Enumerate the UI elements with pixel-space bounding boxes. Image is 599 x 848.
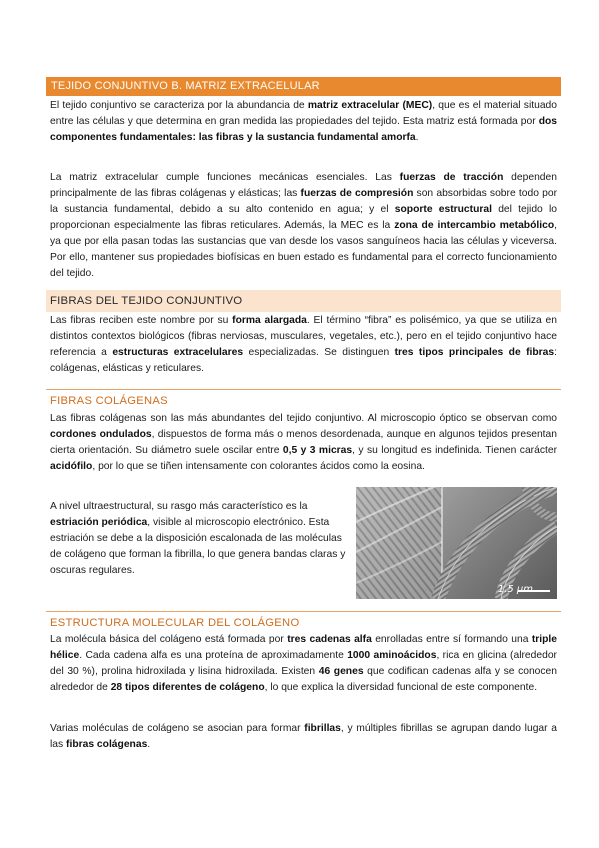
paragraph-colagenas-optico: Las fibras colágenas son las más abundantes del tejido conjuntivo. Al microscopio óptico se observan como cordones ondulados, dispuestos de forma más o menos desordenada, aunque en algunos tejidos presentan cierta orientación. Su diámetro suele oscilar entre 0,5 y 3 micras, y su longitud es indefinida. Tienen carácter acidófilo, por lo que se tiñen intensamente con colorantes ácidos como la eosina. bbox=[50, 413, 557, 472]
section-heading-matriz-extracelular: TEJIDO CONJUNTIVO B. MATRIZ EXTRACELULAR bbox=[46, 77, 561, 96]
paragraph-fibras: Las fibras reciben este nombre por su forma alargada. El término “fibra” es polisémico, ya que se utiliza en distintos contextos biológicos (fibras nerviosas, musculares, vegetales, etc.), pero en el tejido conjuntivo hace referencia a estructuras extracelulares especializadas. Se distinguen tres tipos principales de fibras: colágenas, elásticas y reticulares. bbox=[50, 315, 558, 374]
paragraph-mec-intro: El tejido conjuntivo se caracteriza por la abundancia de matriz extracelular (MEC), que es el material situado entre las células y que determina en gran medida las propiedades del tejido. Esta matriz está formada por dos componentes fundamentales: las fibras y la sustancia fundamental amorfa. bbox=[50, 100, 558, 143]
collagen-micrograph bbox=[356, 487, 557, 599]
section-heading-fibras: FIBRAS DEL TEJIDO CONJUNTIVO bbox=[46, 290, 561, 312]
paragraph-estructura-molecular: La molécula básica del colágeno está formada por tres cadenas alfa enrolladas entre sí formando una triple hélice. Cada cadena alfa es una proteína de aproximadamente 1000 aminoácidos, rica en glicina (alrededor del 30 %), prolina hidroxilada y lisina hidroxilada. Existen 46 genes que codifican cadenas alfa y se conocen alrededor de 28 tipos diferentes de colágeno, lo que explica la diversidad funcional de este componente. bbox=[50, 634, 557, 693]
scale-bar-label: 1.5 μm bbox=[497, 584, 533, 595]
paragraph-mec-functions: La matriz extracelular cumple funciones mecánicas esenciales. Las fuerzas de tracción dependen principalmente de las fibras colágenas y elásticas; las fuerzas de compresión son absorbidas sobre todo por la sustancia fundamental, debido a su alto contenido en agua; y el soporte estructural del tejido lo proporcionan especialmente las fibras reticulares. Además, la MEC es la zona de intercambio metabólico, ya que por ella pasan todas las sustancias que van desde los vasos sanguíneos hacia las células y viceversa. Por ello, mantener sus propiedades biofísicas en buen estado es fundamental para el correcto funcionamiento del tejido. bbox=[50, 172, 558, 279]
section-heading-fibras-colagenas: FIBRAS COLÁGENAS bbox=[46, 389, 561, 407]
paragraph-colagenas-ultraestructura: A nivel ultraestructural, su rasgo más característico es la estriación periódica, visible al microscopio electrónico. Esta estriación se debe a la disposición escalonada de las moléculas de colágeno que forman la fibrilla, lo que genera bandas claras y oscuras regulares. bbox=[50, 501, 346, 576]
paragraph-fibrillas: Varias moléculas de colágeno se asocian para formar fibrillas, y múltiples fibrillas se agrupan dando lugar a las fibras colágenas. bbox=[50, 723, 557, 750]
section-heading-estructura-colageno: ESTRUCTURA MOLECULAR DEL COLÁGENO bbox=[46, 611, 561, 629]
